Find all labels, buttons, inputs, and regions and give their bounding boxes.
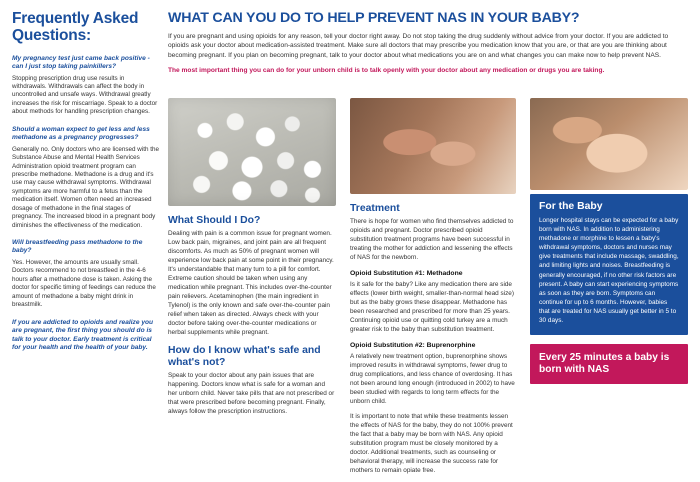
for-the-baby-panel	[530, 194, 688, 335]
faq-answer-1: Stopping prescription drug use results in withdrawals. Withdrawals can affect the body in uncontrolled and unsafe ways. Withdrawal greatly increases the risk for miscarriage. Speak to a doctor about methods for handling prescription changes.	[12, 74, 158, 116]
faq-sidebar	[12, 10, 160, 435]
faq-question-1: My pregnancy test just came back positive - can I just stop taking painkillers?	[12, 54, 150, 71]
faq-question-3: Will breastfeeding pass methadone to the baby?	[12, 239, 143, 255]
main-content	[168, 10, 688, 475]
what-should-i-do-text: Dealing with pain is a common issue for pregnant women. Low back pain, migraines, and joint pain are all frequent discomforts. As much as 50% of pregnant women will experience low back pain at some point in their pregnancy. It's understandable that many turn to a pill for comfort. Extreme caution should be taken when using any medication while pregnant. This includes over-the-counter pain relievers. Acetaminophen (the main ingredient in Tylenol) is the only known and safe over-the-counter pain relief when taken as directed. Always check with your doctor before taking over-the-counter medications or herbal supplements while pregnant.	[168, 230, 334, 337]
page-title: WHAT CAN YOU DO TO HELP PREVENT NAS IN YOUR BABY?	[168, 10, 580, 26]
section-heading-safe-or-not: How do I know what's safe and what's not?	[168, 345, 321, 368]
subheading-methadone: Opioid Substitution #1: Methadone	[350, 270, 463, 278]
three-column-body	[168, 98, 688, 475]
methadone-text: Is it safe for the baby? Like any medication there are side effects (lower birth weight, smaller-than-normal head size) but as the baby grows these disappear. Methadone has been researched and prescribed for more than 25 years. Continuing opioid use or quitting cold turkey are a much greater risk to the baby than substitution treatment.	[350, 281, 514, 334]
mother-photo	[350, 98, 516, 194]
faq-title: Frequently Asked Questions:	[12, 10, 139, 45]
column-for-the-baby	[530, 98, 688, 384]
column-treatment	[350, 98, 516, 482]
section-heading-what-should-i-do: What Should I Do?	[168, 215, 261, 226]
for-the-baby-heading: For the Baby	[539, 201, 603, 212]
treatment-closing-text: It is important to note that while these treatments lessen the effects of NAS for the baby, they do not 100% prevent the fact that a baby may be born with NAS. Any opioid substitution program must be closely monitored by a doctor. Additional treatments, such as counseling or behavioral therapy, will increase the success rate for mothers to remain opiate free.	[350, 413, 513, 475]
safe-or-not-text: Speak to your doctor about any pain issues that are happening. Doctors know what is safe for a woman and her unborn child. Never take pills that are not prescribed or that were prescribed before becoming pregnant. Finally, always follow the prescription instructions.	[168, 371, 335, 415]
statistic-banner	[530, 344, 688, 384]
pills-photo	[168, 98, 336, 206]
treatment-text: There is hope for women who find themselves addicted to opioids and pregnant. Doctor prescribed opioid substitution treatment programs have been successful in treating the mother for addiction and lessening the effects of NAS for the newborn.	[350, 218, 514, 262]
faq-answer-2: Generally no. Only doctors who are licensed with the Substance Abuse and Mental Health Services Administration opioid treatment program can prescribe methadone. Methadone is a drug and it's use may cause withdrawal symptoms. Withdrawal symptoms are more harmful to a fetus than the medication itself. Women often need an increased dosage of methadone in the final stages of pregnancy. The increased blood in a pregnant body diminishes the effectiveness of the medication.	[12, 145, 160, 229]
faq-alert-note: If you are addicted to opioids and realize you are pregnant, the first thing you should do is talk to your doctor. Early treatment is critical for your health and the health of your baby.	[12, 318, 154, 352]
for-the-baby-text: Longer hospital stays can be expected for a baby born with NAS. In addition to administering methadone or morphine to lessen a baby's withdrawal symptoms, doctors and nurses may give treatments that include massage, swaddling, and limiting lights and noises. Breastfeeding is generally encouraged, if no other risk factors are present. A baby can start experiencing symptoms as soon as they are born. Symptoms can continue for up to 6 months. However, babies that are treated for NAS usually get better in 5 to 30 days.	[539, 217, 679, 325]
subheading-buprenorphine: Opioid Substitution #2: Buprenorphine	[350, 342, 476, 350]
faq-question-2: Should a woman expect to get less and less methadone as a pregnancy progresses?	[12, 125, 150, 142]
column-what-should-i-do	[168, 98, 336, 423]
buprenorphine-text: A relatively new treatment option, buprenorphine shows improved results in withdrawal symptoms, fewer drug to drug complications, and less chance of overdosing. It has not been around long enough (introduced in 2002) to have been studied with regards to long term effects for the unborn child.	[350, 353, 515, 406]
statistic-banner-text: Every 25 minutes a baby is born with NAS	[539, 352, 670, 376]
intro-paragraph: If you are pregnant and using opioids for any reason, tell your doctor right away. Do not stop taking the drug suddenly without advice from your doctor. If you are addicted to opioids ask your doctor about medication-assisted treatment. Make sure all doctors that may prescribe you medication know that you are, or that are you are thinking about becoming pregnant. If you plan on becoming pregnant, talk to your doctor about what medications you are on and what changes you can make now to help prevent NAS.	[168, 33, 669, 59]
baby-photo	[530, 98, 688, 190]
faq-answer-3: Yes. However, the amounts are usually small. Doctors recommend to not breastfeed in the 4-6 hours after a methadone dose is taken. Asking the doctor for specific timing of feedings can reduce the amount of methadone a baby might drink in breastmilk.	[12, 258, 156, 309]
section-heading-treatment: Treatment	[350, 203, 400, 214]
intro-emphasis: The most important thing you can do for your unborn child is to talk openly with your doctor about any medication or drugs you are taking.	[168, 67, 605, 75]
